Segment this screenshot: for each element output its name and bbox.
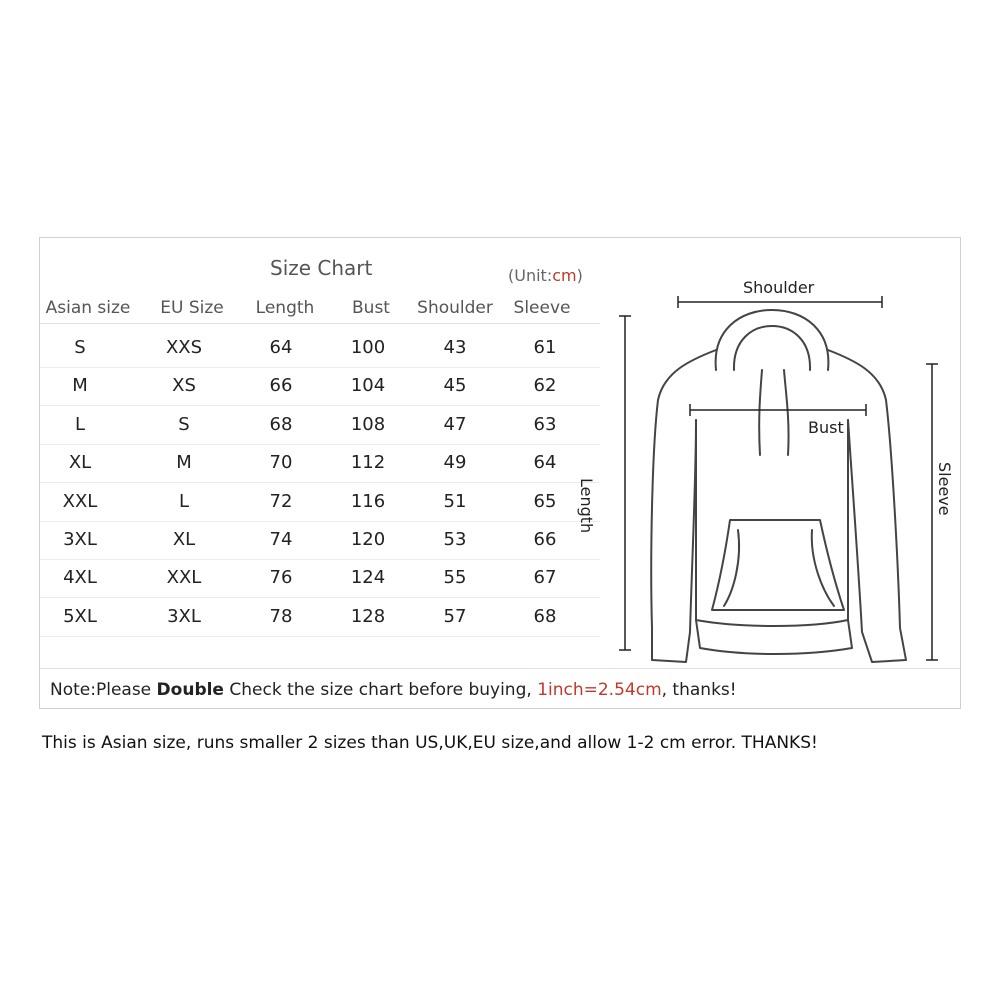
cell-eu-size: XXS [165, 337, 203, 358]
cell-shoulder: 53 [443, 529, 467, 550]
cell-asian-size: 5XL [63, 605, 97, 627]
cell-shoulder: 55 [443, 567, 467, 589]
cell-bust: 108 [350, 413, 386, 435]
cell-shoulder: 43 [443, 337, 467, 358]
cell-bust: 120 [350, 529, 386, 550]
length-label: Length [577, 478, 596, 534]
cell-asian-size: XL [68, 452, 92, 474]
cell-asian-size: L [74, 413, 86, 435]
table-row-divider [40, 636, 600, 637]
cell-bust: 128 [350, 605, 386, 627]
cell-sleeve: 65 [533, 490, 557, 512]
cell-asian-size: 4XL [63, 567, 97, 589]
cell-length: 70 [269, 452, 293, 474]
cell-sleeve: 66 [533, 529, 557, 550]
header-asian-size: Asian size [45, 298, 131, 318]
header-divider [40, 323, 600, 324]
table-row-divider [40, 559, 600, 560]
cell-sleeve: 61 [533, 337, 557, 358]
header-length: Length [255, 298, 315, 318]
cell-length: 68 [269, 413, 293, 435]
size-note: Note:Please Double Check the size chart before buying, 1inch=2.54cm, thanks! [50, 680, 737, 700]
cell-length: 76 [269, 567, 293, 589]
note-divider [40, 668, 960, 669]
cell-bust: 124 [350, 567, 386, 589]
cell-bust: 116 [350, 490, 386, 512]
shoulder-label: Shoulder [743, 278, 815, 297]
cell-shoulder: 57 [443, 605, 467, 627]
header-shoulder: Shoulder [417, 298, 493, 318]
cell-eu-size: XXL [166, 567, 202, 589]
cell-shoulder: 51 [443, 490, 467, 512]
table-row-divider [40, 597, 600, 598]
asian-size-disclaimer: This is Asian size, runs smaller 2 sizes than US,UK,EU size,and allow 1-2 cm error. THANKS! [42, 733, 818, 753]
cell-sleeve: 68 [533, 605, 557, 627]
cell-eu-size: 3XL [167, 605, 201, 627]
cell-shoulder: 47 [443, 413, 467, 435]
cell-length: 72 [269, 490, 293, 512]
cell-length: 64 [269, 337, 293, 358]
header-eu-size: EU Size [160, 298, 224, 318]
cell-length: 74 [269, 529, 293, 550]
table-row-divider [40, 405, 600, 406]
header-sleeve: Sleeve [513, 298, 571, 318]
cell-asian-size: XXL [62, 490, 98, 512]
bust-label: Bust [808, 418, 844, 437]
cell-bust: 104 [350, 375, 386, 397]
cell-shoulder: 45 [443, 375, 467, 397]
cell-asian-size: 3XL [63, 529, 97, 550]
header-bust: Bust [352, 298, 390, 318]
cell-sleeve: 63 [533, 413, 557, 435]
cell-sleeve: 62 [533, 375, 557, 397]
cell-eu-size: XL [172, 529, 196, 550]
cell-eu-size: XS [172, 375, 196, 397]
sleeve-label: Sleeve [935, 462, 954, 516]
table-row-divider [40, 482, 600, 483]
cell-bust: 100 [350, 337, 386, 358]
cell-length: 66 [269, 375, 293, 397]
cell-asian-size: S [74, 337, 86, 358]
table-row-divider [40, 521, 600, 522]
cell-sleeve: 67 [533, 567, 557, 589]
cell-length: 78 [269, 605, 293, 627]
cell-bust: 112 [350, 452, 386, 474]
cell-shoulder: 49 [443, 452, 467, 474]
cell-asian-size: M [72, 375, 88, 397]
cell-eu-size: S [178, 413, 190, 435]
table-row-divider [40, 444, 600, 445]
cell-eu-size: L [178, 490, 190, 512]
cell-eu-size: M [176, 452, 192, 474]
cell-sleeve: 64 [533, 452, 557, 474]
chart-title: Size Chart [270, 256, 373, 280]
unit-label: (Unit:cm) [508, 266, 583, 285]
table-row-divider [40, 367, 600, 368]
hoodie-diagram [600, 270, 960, 670]
